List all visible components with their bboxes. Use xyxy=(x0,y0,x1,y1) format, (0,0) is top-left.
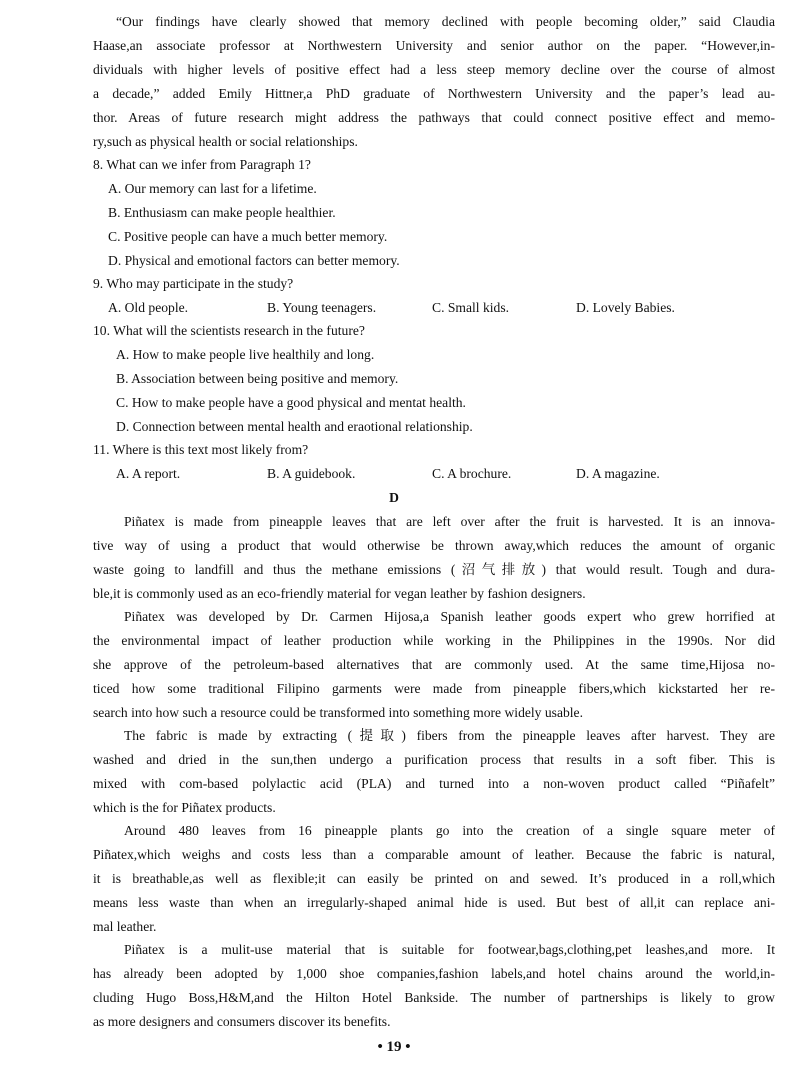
paragraph-line: The fabric is made by extracting (提取) fibers from the pineapple leaves after harvest. They are xyxy=(124,728,775,743)
paragraph-line: Piñatex is made from pineapple leaves that are left over after the fruit is harvested. It is an innova- xyxy=(124,514,775,529)
paragraph-line: washed and dried in the sun,then undergo a purification process that results in a soft fiber. This is xyxy=(93,752,775,767)
answer-option: C. How to make people have a good physical and mentat health. xyxy=(116,395,466,410)
paragraph-line: ticed how some traditional Filipino garments were made from pineapple fibers,which kickstarted her re- xyxy=(93,681,775,696)
answer-option: C. Positive people can have a much better memory. xyxy=(108,229,388,244)
answer-option: C. A brochure. xyxy=(432,466,512,481)
passage-line: a decade,” added Emily Hittner,a PhD graduate of Northwestern University and the paper’s lead au- xyxy=(93,86,775,101)
paragraph-line: the environmental impact of leather production while working in the Philippines in the 1990s. Nor did xyxy=(93,633,775,648)
paragraph-line: ble,it is commonly used as an eco-friendly material for vegan leather by fashion designers. xyxy=(93,586,586,601)
answer-option: A. A report. xyxy=(116,466,181,481)
passage-line: dividuals with higher levels of positive effect had a less steep memory decline over the course of almost xyxy=(93,62,775,77)
answer-option: A. Our memory can last for a lifetime. xyxy=(108,181,317,196)
paragraph-line: Piñatex is a mulit-use material that is suitable for footwear,bags,clothing,pet leashes,and more. It xyxy=(124,942,775,957)
question-stem: 9. Who may participate in the study? xyxy=(93,276,294,291)
answer-option: B. Association between being positive and memory. xyxy=(116,371,399,386)
paragraph-line: which is the for Piñatex products. xyxy=(93,800,276,815)
paragraph-line: Piñatex,which weighs and costs less than a comparable amount of leather. Because the fabric is natural, xyxy=(93,847,775,862)
options-row xyxy=(0,465,788,483)
answer-option: D. Connection between mental health and eraotional relationship. xyxy=(116,419,473,434)
paragraph-line: search into how such a resource could be transformed into something more widely usable. xyxy=(93,705,583,720)
paragraph-line: waste going to landfill and thus the methane emissions (沼气排放) that would result. Tough and dura- xyxy=(93,562,775,577)
paragraph-line: it is breathable,as well as flexible;it can easily be printed on and sewed. It’s produced in a roll,which xyxy=(93,871,775,886)
paragraph-line: tive way of using a product that would otherwise be thrown away,which reduces the amount of organic xyxy=(93,538,775,553)
passage-line: Haase,an associate professor at Northwestern University and senior author on the paper. “However,in- xyxy=(93,38,775,53)
passage-line: thor. Areas of future research might address the pathways that could connect positive effect and memo- xyxy=(93,110,775,125)
answer-option: A. How to make people live healthily and long. xyxy=(116,347,375,362)
paragraph-line: means less waste than when an irregularly-shaped animal hide is used. But best of all,it can replace ani- xyxy=(93,895,775,910)
page-number: • 19 • xyxy=(377,1039,411,1055)
paragraph-line: cluding Hugo Boss,H&M,and the Hilton Hotel Bankside. The number of partnerships is likely to grow xyxy=(93,990,775,1005)
passage-line: ry,such as physical health or social relationships. xyxy=(93,134,358,149)
answer-option: B. Young teenagers. xyxy=(267,300,377,315)
paragraph-line: as more designers and consumers discover its benefits. xyxy=(93,1014,391,1029)
question-stem: 8. What can we infer from Paragraph 1? xyxy=(93,157,311,172)
paragraph-line: has already been adopted by 1,000 shoe companies,fashion labels,and hotel chains around the world,in- xyxy=(93,966,775,981)
options-row xyxy=(0,299,788,317)
answer-option: A. Old people. xyxy=(108,300,189,315)
answer-option: B. Enthusiasm can make people healthier. xyxy=(108,205,336,220)
answer-option: D. Lovely Babies. xyxy=(576,300,675,315)
answer-option: D. Physical and emotional factors can better memory. xyxy=(108,253,400,268)
question-stem: 11. Where is this text most likely from? xyxy=(93,442,309,457)
passage-line: “Our findings have clearly showed that memory declined with people becoming older,” said Claudia xyxy=(116,14,775,29)
answer-option: D. A magazine. xyxy=(576,466,660,481)
paragraph-line: Around 480 leaves from 16 pineapple plants go into the creation of a single square meter of xyxy=(124,823,775,838)
answer-option: C. Small kids. xyxy=(432,300,510,315)
paragraph-line: mixed with com-based polylactic acid (PLA) and turned into a non-woven product called “Piñafelt” xyxy=(93,776,775,791)
paragraph-line: she approve of the petroleum-based alternatives that are commonly used. At the same time,Hijosa no- xyxy=(93,657,775,672)
paragraph-line: Piñatex was developed by Dr. Carmen Hijosa,a Spanish leather goods expert who grew horrified at xyxy=(124,609,775,624)
answer-option: B. A guidebook. xyxy=(267,466,356,481)
paragraph-line: mal leather. xyxy=(93,919,157,934)
section-heading: D xyxy=(389,490,399,505)
question-stem: 10. What will the scientists research in the future? xyxy=(93,323,365,338)
